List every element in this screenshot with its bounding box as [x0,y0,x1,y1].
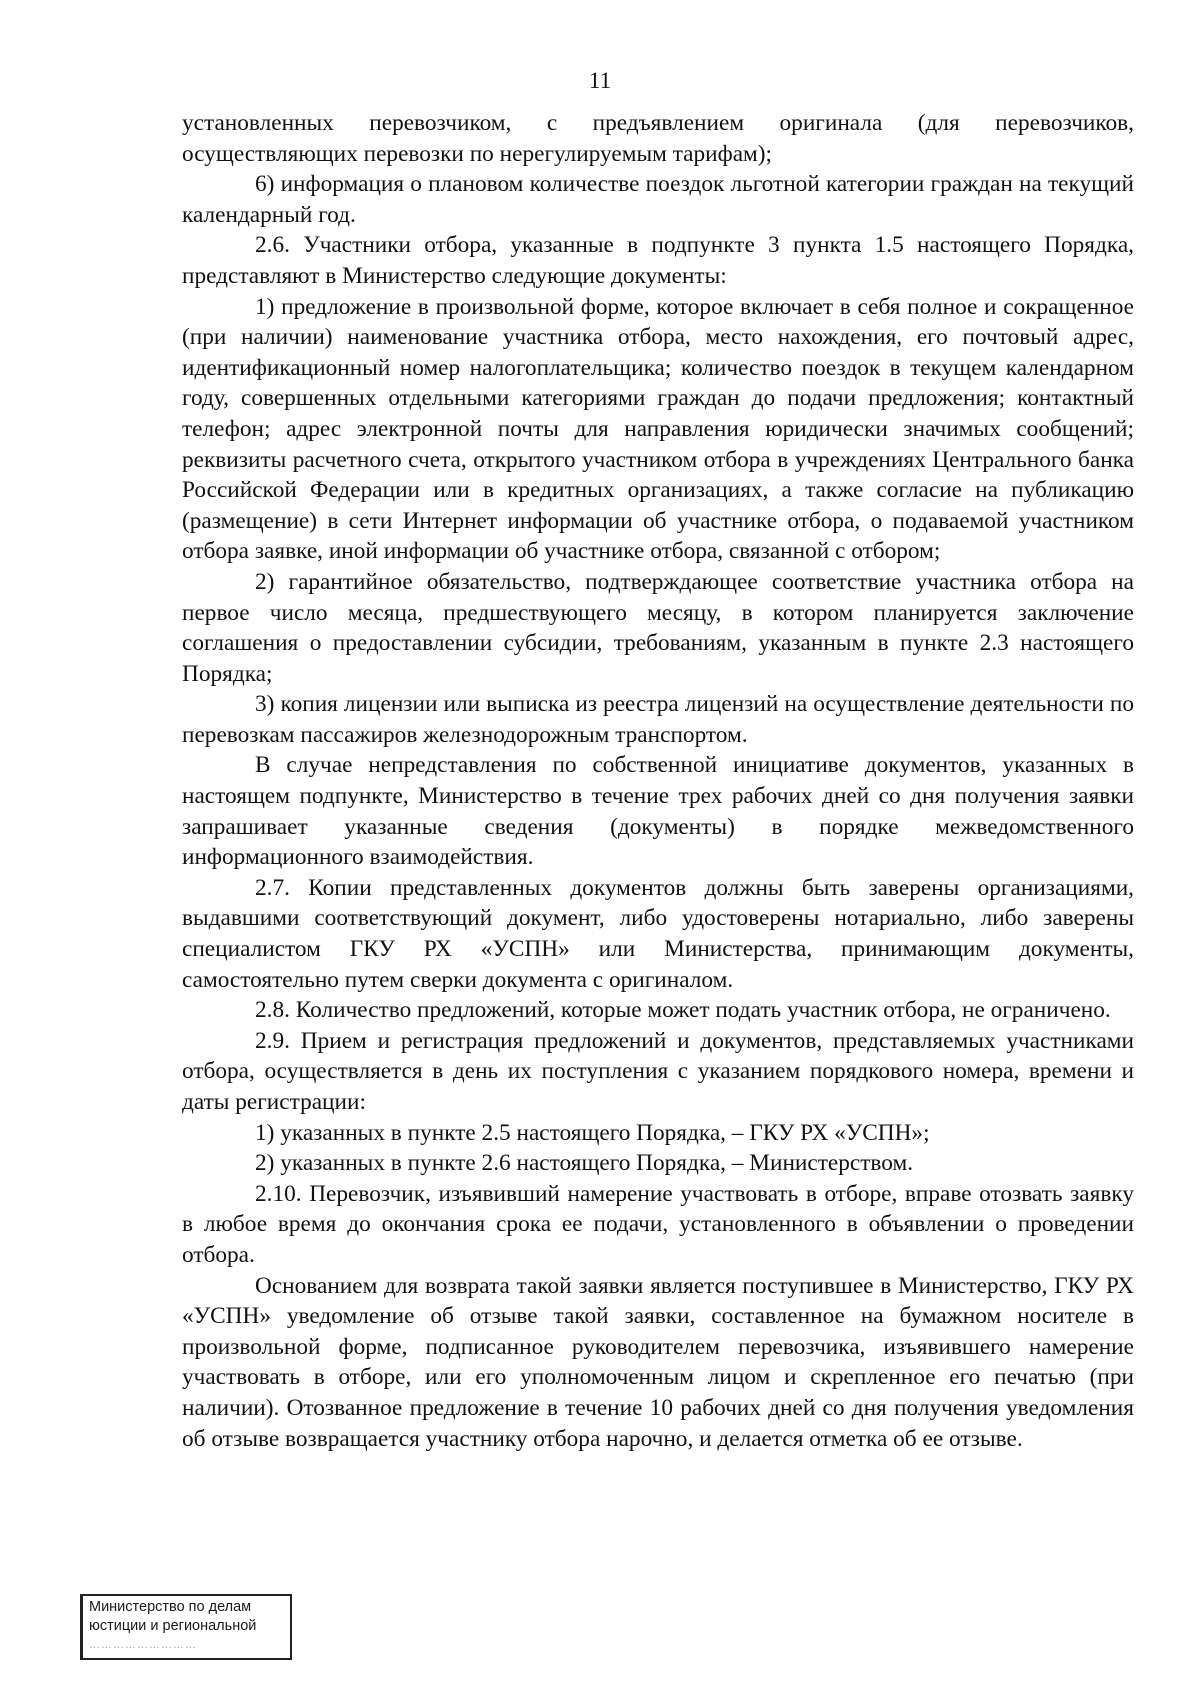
paragraph-2-6-item-3: 3) копия лицензии или выписка из реестра лицензий на осуществление деятельности по перевозкам пассажиров железнодорожным транспортом. [182,691,1134,748]
paragraph-continuation: установленных перевозчиком, с предъявлением оригинала (для перевозчиков, осуществляющих перевозки по нерегулируемым тарифам); [182,110,1134,167]
paragraph-2-7: 2.7. Копии представленных документов должны быть заверены организациями, выдавшими соответствующий документ, либо удостоверены нотариально, либо заверены специалистом ГКУ РХ «УСПН» или Министерства, принимающим документы, самостоятельно путем сверки документа с оригиналом. [182,874,1134,993]
paragraph-2-9-item-1: 1) указанных в пункте 2.5 настоящего Порядка, – ГКУ РХ «УСПН»; [255,1119,930,1146]
paragraph-item-6: 6) информация о плановом количестве поездок льготной категории граждан на текущий календарный год. [182,171,1134,228]
document-body [182,108,1134,1454]
paragraph-2-9-item-2: 2) указанных в пункте 2.6 настоящего Порядка, – Министерством. [255,1150,914,1177]
page-number: 11 [588,68,612,93]
paragraph-2-9: 2.9. Прием и регистрация предложений и документов, представляемых участниками отбора, осуществляется в день их поступления с указанием порядкового номера, времени и даты регистрации: [182,1027,1134,1115]
paragraph-2-6: 2.6. Участники отбора, указанные в подпункте 3 пункта 1.5 настоящего Порядка, представляют в Министерство следующие документы: [182,232,1134,289]
stamp-line-2: юстиции и региональной [89,1618,257,1634]
paragraph-2-6-item-1: 1) предложение в произвольной форме, которое включает в себя полное и сокращенное (при наличии) наименование участника отбора, место нахождения, его почтовый адрес, идентификационный номер налогоплательщика; количество поездок в текущем календарном году, совершенных отдельными категориями граждан до подачи предложения; контактный телефон; адрес электронной почты для направления юридически значимых сообщений; реквизиты расчетного счета, открытого участником отбора в учреждениях Центрального банка Российской Федерации или в кредитных организациях, а также согласие на публикацию (размещение) в сети Интернет информации об участнике отбора, о подаваемой участником отбора заявке, иной информации об участнике отбора, связанной с отбором; [182,293,1134,565]
paragraph-2-8: 2.8. Количество предложений, которые может подать участник отбора, не ограничено. [255,997,1111,1024]
paragraph-2-6-item-2: 2) гарантийное обязательство, подтверждающее соответствие участника отбора на первое число месяца, предшествующего месяцу, в котором планируется заключение соглашения о предоставлении субсидии, требованиям, указанным в пункте 2.3 настоящего Порядка; [182,568,1134,687]
stamp-line-3: ……………………… [89,1639,197,1651]
paragraph-2-10: 2.10. Перевозчик, изъявивший намерение участвовать в отборе, вправе отозвать заявку в любое время до окончания срока ее подачи, установленного в объявлении о проведении отбора. [182,1180,1134,1268]
registration-stamp [80,1594,292,1660]
stamp-line-1: Министерство по делам [89,1599,252,1615]
paragraph-non-submission: В случае непредставления по собственной инициативе документов, указанных в настоящем подпункте, Министерство в течение трех рабочих дней со дня получения заявки запрашивает указанные сведения (документы) в порядке межведомственного информационного взаимодействия. [182,752,1134,871]
paragraph-withdrawal-basis: Основанием для возврата такой заявки является поступившее в Министерство, ГКУ РХ «УСПН» уведомление об отзыве такой заявки, составленное на бумажном носителе в произвольной форме, подписанное руководителем перевозчика, изъявившего намерение участвовать в отборе, или его уполномоченным лицом и скрепленное его печатью (при наличии). Отозванное предложение в течение 10 рабочих дней со дня получения уведомления об отзыве возвращается участнику отбора нарочно, и делается отметка об ее отзыве. [182,1272,1134,1452]
